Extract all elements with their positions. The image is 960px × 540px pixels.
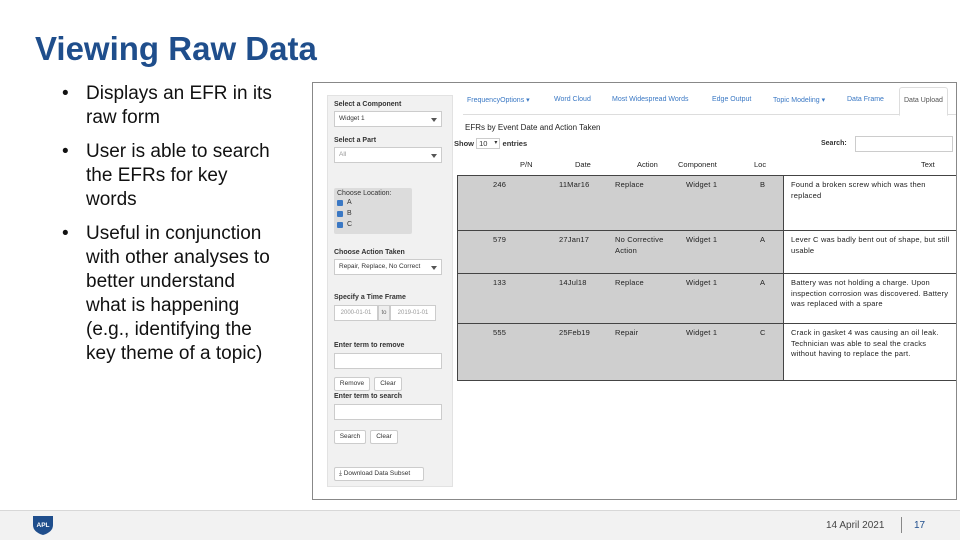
chevron-down-icon bbox=[431, 266, 437, 270]
location-option-label: B bbox=[347, 210, 352, 217]
remove-button[interactable]: Remove bbox=[334, 377, 370, 391]
table-search-label: Search: bbox=[821, 140, 847, 147]
table-title: EFRs by Event Date and Action Taken bbox=[465, 123, 601, 132]
clear-search-button[interactable]: Clear bbox=[370, 430, 398, 444]
table-row[interactable] bbox=[457, 175, 957, 230]
table-search-input[interactable] bbox=[855, 136, 953, 152]
clear-remove-button[interactable]: Clear bbox=[374, 377, 402, 391]
cell-component: Widget 1 bbox=[686, 328, 718, 337]
bullet-item bbox=[62, 222, 272, 366]
location-group bbox=[334, 188, 412, 234]
time-label: Specify a Time Frame bbox=[334, 294, 406, 301]
action-select[interactable] bbox=[334, 259, 442, 275]
table-row[interactable] bbox=[457, 230, 957, 273]
bullet-glyph: • bbox=[62, 83, 69, 104]
component-select[interactable] bbox=[334, 111, 442, 127]
location-label: Choose Location: bbox=[337, 190, 392, 197]
date-from-input[interactable]: 2000-01-01 bbox=[334, 305, 378, 321]
footer-bar bbox=[0, 510, 960, 540]
download-label: Download Data Subset bbox=[343, 470, 411, 477]
download-icon: ⤓ bbox=[339, 470, 342, 477]
date-to-addon: to bbox=[378, 305, 390, 321]
location-checkbox-a[interactable] bbox=[334, 197, 412, 208]
column-header-pn[interactable]: P/N bbox=[520, 160, 533, 169]
cell-loc: B bbox=[760, 180, 766, 189]
cell-pn: 555 bbox=[493, 328, 507, 337]
tab-data-frame[interactable]: Data Frame bbox=[847, 96, 884, 103]
app-screenshot bbox=[312, 82, 957, 500]
cell-date: 27Jan17 bbox=[559, 235, 590, 244]
cell-component: Widget 1 bbox=[686, 278, 718, 287]
cell-action: No Corrective Action bbox=[615, 235, 664, 255]
search-term-label: Enter term to search bbox=[334, 393, 403, 400]
tab-most-widespread-words[interactable]: Most Widespread Words bbox=[612, 96, 689, 103]
column-header-component[interactable]: Component bbox=[678, 160, 717, 169]
part-label: Select a Part bbox=[334, 137, 377, 144]
checkbox-checked-icon bbox=[337, 200, 343, 206]
search-term-input[interactable] bbox=[334, 404, 442, 420]
cell-action: Repair bbox=[615, 328, 639, 337]
column-header-text[interactable]: Text bbox=[921, 160, 935, 169]
cell-pn: 246 bbox=[493, 180, 507, 189]
logo-text: APL bbox=[36, 522, 50, 529]
tab-topic-modeling[interactable]: Topic Modeling ▾ bbox=[773, 97, 826, 104]
cell-date: 25Feb19 bbox=[559, 328, 591, 337]
cell-text: Lever C was badly bent out of shape, but still usable bbox=[791, 235, 950, 255]
data-table bbox=[457, 175, 957, 381]
cell-action: Replace bbox=[615, 180, 644, 189]
table-border-divider bbox=[783, 175, 784, 381]
chevron-down-icon bbox=[431, 154, 437, 158]
entries-label: entries bbox=[502, 139, 528, 148]
location-option-label: C bbox=[347, 221, 353, 228]
cell-text: Crack in gasket 4 was causing an oil leak. Technician was able to seal the cracks without having to replace the part. bbox=[791, 328, 939, 358]
location-option-label: A bbox=[347, 199, 352, 206]
location-checkbox-c[interactable] bbox=[334, 219, 412, 230]
component-label: Select a Component bbox=[334, 101, 402, 108]
remove-term-label: Enter term to remove bbox=[334, 342, 405, 349]
download-button[interactable] bbox=[334, 467, 424, 481]
action-value: Repair, Replace, No Correct bbox=[339, 263, 421, 270]
cell-pn: 579 bbox=[493, 235, 507, 244]
cell-component: Widget 1 bbox=[686, 235, 718, 244]
tab-bar bbox=[463, 87, 956, 115]
show-label: Show bbox=[454, 139, 474, 148]
cell-component: Widget 1 bbox=[686, 180, 718, 189]
table-row[interactable] bbox=[457, 323, 957, 381]
part-value: All bbox=[339, 151, 347, 158]
bullet-glyph: • bbox=[62, 141, 69, 162]
remove-term-input[interactable] bbox=[334, 353, 442, 369]
chevron-down-icon bbox=[431, 118, 437, 122]
column-header-action[interactable]: Action bbox=[637, 160, 658, 169]
cell-date: 14Jul18 bbox=[559, 278, 587, 287]
bullet-glyph: • bbox=[62, 223, 69, 244]
slide-title: Viewing Raw Data bbox=[35, 30, 317, 67]
checkbox-checked-icon bbox=[337, 222, 343, 228]
component-value: Widget 1 bbox=[339, 115, 365, 122]
checkbox-checked-icon bbox=[337, 211, 343, 217]
cell-loc: A bbox=[760, 235, 766, 244]
action-label: Choose Action Taken bbox=[334, 249, 405, 256]
table-row[interactable] bbox=[457, 273, 957, 323]
cell-pn: 133 bbox=[493, 278, 507, 287]
footer-date: 14 April 2021 bbox=[826, 520, 885, 531]
table-border-left bbox=[457, 175, 458, 381]
bullet-list bbox=[62, 82, 272, 376]
tab-word-cloud[interactable]: Word Cloud bbox=[554, 96, 591, 103]
part-select[interactable] bbox=[334, 147, 442, 163]
footer-divider bbox=[901, 517, 902, 533]
cell-loc: A bbox=[760, 278, 766, 287]
apl-shield-logo bbox=[30, 514, 56, 536]
entries-select[interactable]: 10 ▾ bbox=[476, 138, 500, 149]
bullet-text: User is able to search the EFRs for key words bbox=[86, 141, 270, 210]
bullet-item bbox=[62, 140, 272, 212]
cell-loc: C bbox=[760, 328, 766, 337]
bullet-item bbox=[62, 82, 272, 130]
bullet-text: Displays an EFR in its raw form bbox=[86, 83, 272, 128]
tab-edge-output[interactable]: Edge Output bbox=[712, 96, 752, 103]
column-header-date[interactable]: Date bbox=[575, 160, 591, 169]
show-entries bbox=[454, 138, 527, 149]
page-number: 17 bbox=[914, 520, 926, 531]
tab-data-upload[interactable]: Data Upload bbox=[899, 87, 948, 116]
sidebar-panel bbox=[327, 95, 453, 487]
cell-action: Replace bbox=[615, 278, 644, 287]
date-to-input[interactable]: 2019-01-01 bbox=[390, 305, 436, 321]
chevron-down-icon: ▾ bbox=[494, 140, 498, 146]
location-checkbox-b[interactable] bbox=[334, 208, 412, 219]
cell-text: Found a broken screw which was then replaced bbox=[791, 180, 926, 200]
bullet-text: Useful in conjunction with other analyses to better understand what is happening (e.g., identifying the key theme of a topic) bbox=[86, 223, 270, 364]
column-header-loc[interactable]: Loc bbox=[754, 160, 767, 169]
tab-frequency-options[interactable]: FrequencyOptions ▾ bbox=[467, 97, 530, 104]
search-button[interactable]: Search bbox=[334, 430, 366, 444]
cell-text: Battery was not holding a charge. Upon inspection corrosion was discovered. Battery was replaced with a spare bbox=[791, 278, 949, 308]
cell-date: 11Mar16 bbox=[559, 180, 590, 189]
